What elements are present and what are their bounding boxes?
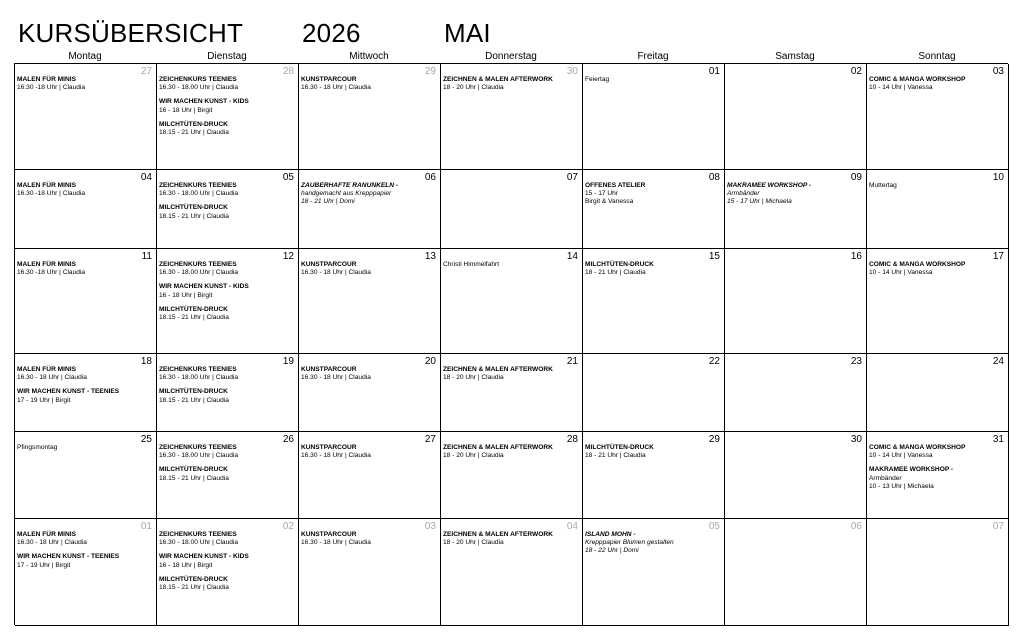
event-detail: 18 - 20 Uhr | Claudia <box>443 374 504 382</box>
day-cell[interactable] <box>867 519 1009 626</box>
calendar-event[interactable] <box>585 531 722 556</box>
event-detail: 18.15 - 21 Uhr | Claudia <box>159 212 229 220</box>
day-cell[interactable] <box>157 354 299 432</box>
event-title: COMIC & MANGA WORKSHOP <box>869 76 966 83</box>
day-number: 01 <box>140 521 152 532</box>
event-title: ZAUBERHAFTE RANUNKELN - <box>301 182 399 189</box>
month-label: MAI <box>444 18 491 48</box>
event-detail: 18 - 20 Uhr | Claudia <box>443 539 504 547</box>
event-title: MAKRAMEE WORKSHOP - <box>869 466 954 474</box>
event-title: ZEICHNEN & MALEN AFTERWORK <box>443 444 553 451</box>
day-number: 20 <box>424 356 436 367</box>
calendar-event[interactable] <box>159 98 296 114</box>
day-cell[interactable] <box>725 354 867 432</box>
event-detail: 18 - 20 Uhr | Claudia <box>443 84 504 92</box>
day-cell[interactable] <box>867 432 1009 519</box>
day-cell[interactable] <box>299 249 441 354</box>
day-cell[interactable] <box>299 64 441 170</box>
day-cell[interactable] <box>725 170 867 249</box>
event-title: KUNSTPARCOUR <box>301 76 357 83</box>
day-cell[interactable] <box>583 354 725 432</box>
event-detail: 16 - 18 Uhr | Birgit <box>159 561 213 569</box>
calendar-event[interactable] <box>301 444 438 460</box>
day-number: 07 <box>566 172 578 183</box>
weekday-label: Montag <box>68 51 102 62</box>
event-detail: 18 - 22 Uhr | Domi <box>585 547 639 555</box>
calendar-event[interactable] <box>159 366 296 382</box>
day-cell[interactable] <box>15 432 157 519</box>
day-number: 18 <box>140 356 152 367</box>
calendar-event[interactable] <box>585 261 722 277</box>
day-number: 10 <box>992 172 1004 183</box>
calendar-event[interactable] <box>443 261 580 269</box>
day-cell[interactable] <box>725 432 867 519</box>
event-detail: handgemacht aus Krepppapier <box>301 190 392 198</box>
calendar-event[interactable] <box>301 261 438 277</box>
event-detail: 18.15 - 21 Uhr | Claudia <box>159 314 229 322</box>
event-detail: Krepppapier Blumen gestalten <box>585 539 674 547</box>
day-cell[interactable] <box>299 170 441 249</box>
event-title: ZEICHENKURS TEENIES <box>159 366 237 373</box>
event-title: KUNSTPARCOUR <box>301 366 357 373</box>
event-detail: 10 - 13 Uhr | Michaela <box>869 482 934 490</box>
event-title: MILCHTÜTEN-DRUCK <box>159 466 228 474</box>
day-number: 02 <box>850 66 862 77</box>
day-cell[interactable] <box>725 64 867 170</box>
day-number: 16 <box>850 251 862 262</box>
calendar-grid <box>14 63 1008 625</box>
event-detail: 16.30 - 18.00 Uhr | Claudia <box>159 269 239 277</box>
event-detail: Armbänder <box>727 190 760 198</box>
event-title: COMIC & MANGA WORKSHOP <box>869 261 966 268</box>
day-number: 08 <box>708 172 720 183</box>
event-detail: 16.30 - 18.00 Uhr | Claudia <box>159 84 239 92</box>
event-title: MALEN FÜR MINIS <box>17 531 76 538</box>
event-detail: Feiertag <box>585 76 610 83</box>
calendar-event[interactable] <box>585 182 722 207</box>
day-cell[interactable] <box>583 249 725 354</box>
day-number: 19 <box>282 356 294 367</box>
day-cell[interactable] <box>157 64 299 170</box>
day-number: 26 <box>282 434 294 445</box>
event-detail: 16.30 - 18.00 Uhr | Claudia <box>159 190 239 198</box>
day-cell[interactable] <box>299 519 441 626</box>
calendar-event[interactable] <box>17 444 154 452</box>
day-number: 03 <box>424 521 436 532</box>
day-number: 28 <box>566 434 578 445</box>
event-detail: 18 - 21 Uhr | Claudia <box>585 452 646 460</box>
event-title: WIR MACHEN KUNST - TEENIES <box>17 553 120 561</box>
event-detail: 18.15 - 21 Uhr | Claudia <box>159 396 229 404</box>
calendar-event[interactable] <box>869 444 1006 460</box>
event-title: MILCHTÜTEN-DRUCK <box>159 575 228 583</box>
day-number: 25 <box>140 434 152 445</box>
event-title: ZEICHENKURS TEENIES <box>159 261 237 268</box>
calendar-event[interactable] <box>159 306 296 322</box>
day-cell[interactable] <box>157 249 299 354</box>
event-detail: 16 - 18 Uhr | Birgit <box>159 291 213 299</box>
day-number: 05 <box>282 172 294 183</box>
day-cell[interactable] <box>583 64 725 170</box>
day-cell[interactable] <box>583 432 725 519</box>
day-cell[interactable] <box>725 249 867 354</box>
calendar-event[interactable] <box>159 182 296 198</box>
event-detail: 16.30 -18 Uhr | Claudia <box>17 190 86 198</box>
day-number: 04 <box>566 521 578 532</box>
calendar-event[interactable] <box>301 531 438 547</box>
event-detail: 16.30 - 18 Uhr | Claudia <box>301 452 371 460</box>
event-title: MALEN FÜR MINIS <box>17 182 76 189</box>
day-number: 12 <box>282 251 294 262</box>
event-title: ZEICHENKURS TEENIES <box>159 76 237 83</box>
calendar-event[interactable] <box>17 531 154 547</box>
day-cell[interactable] <box>157 432 299 519</box>
day-cell[interactable] <box>867 354 1009 432</box>
event-detail: 17 - 19 Uhr | Birgit <box>17 396 71 404</box>
day-cell[interactable] <box>15 519 157 626</box>
event-title: ZEICHNEN & MALEN AFTERWORK <box>443 366 553 373</box>
day-number: 04 <box>140 172 152 183</box>
event-title: MILCHTÜTEN-DRUCK <box>159 204 228 212</box>
day-number: 29 <box>424 66 436 77</box>
event-title: ZEICHENKURS TEENIES <box>159 182 237 189</box>
day-number: 27 <box>140 66 152 77</box>
day-cell[interactable] <box>157 170 299 249</box>
event-title: ZEICHENKURS TEENIES <box>159 444 237 451</box>
event-detail: Muttertag <box>869 182 897 189</box>
event-title: MALEN FÜR MINIS <box>17 366 76 373</box>
calendar-header <box>18 18 1008 48</box>
event-title: MAKRAMEE WORKSHOP - <box>727 182 812 189</box>
day-cell[interactable] <box>441 432 583 519</box>
day-number: 01 <box>708 66 720 77</box>
calendar-event[interactable] <box>17 388 154 404</box>
day-cell[interactable] <box>867 249 1009 354</box>
event-title: KUNSTPARCOUR <box>301 444 357 451</box>
weekday-label: Dienstag <box>207 51 247 62</box>
event-detail: 15 - 17 Uhr <box>585 190 618 198</box>
day-number: 07 <box>992 521 1004 532</box>
day-number: 30 <box>566 66 578 77</box>
calendar-event[interactable] <box>869 182 1006 190</box>
event-detail: 17 - 19 Uhr | Birgit <box>17 561 71 569</box>
calendar-event[interactable] <box>727 182 864 207</box>
day-number: 21 <box>566 356 578 367</box>
day-cell[interactable] <box>441 64 583 170</box>
day-cell[interactable] <box>299 354 441 432</box>
event-detail: 18.15 - 21 Uhr | Claudia <box>159 584 229 592</box>
event-detail: 16.30 - 18 Uhr | Claudia <box>301 269 371 277</box>
event-detail: 16.30 - 18.00 Uhr | Claudia <box>159 452 239 460</box>
day-number: 14 <box>566 251 578 262</box>
day-number: 03 <box>992 66 1004 77</box>
day-number: 27 <box>424 434 436 445</box>
calendar-event[interactable] <box>17 553 154 569</box>
calendar-event[interactable] <box>443 366 580 382</box>
weekday-label: Samstag <box>775 51 815 62</box>
day-number: 30 <box>850 434 862 445</box>
event-detail: 18 - 21 Uhr | Claudia <box>585 269 646 277</box>
event-detail: 18.15 - 21 Uhr | Claudia <box>159 474 229 482</box>
day-cell[interactable] <box>583 170 725 249</box>
calendar-event[interactable] <box>17 366 154 382</box>
event-detail: Pfingsmontag <box>17 444 58 451</box>
event-title: MILCHTÜTEN-DRUCK <box>159 388 228 396</box>
event-title: KUNSTPARCOUR <box>301 261 357 268</box>
event-detail: 16.30 - 18 Uhr | Claudia <box>301 84 371 92</box>
event-detail: 10 - 14 Uhr | Vanessa <box>869 84 933 92</box>
event-detail: 18 - 21 Uhr | Domi <box>301 198 355 206</box>
day-number: 29 <box>708 434 720 445</box>
event-detail: 16.30 - 18.00 Uhr | Claudia <box>159 539 239 547</box>
day-cell[interactable] <box>441 170 583 249</box>
calendar-event[interactable] <box>869 466 1006 491</box>
day-number: 11 <box>141 251 152 262</box>
event-detail: 16.30 -18 Uhr | Claudia <box>17 269 86 277</box>
day-number: 13 <box>424 251 436 262</box>
event-detail: Christi Himmelfahrt <box>443 261 500 268</box>
event-detail: 18.15 - 21 Uhr | Claudia <box>159 129 229 137</box>
weekday-header-row <box>14 51 1008 63</box>
day-number: 09 <box>850 172 862 183</box>
calendar-event[interactable] <box>301 366 438 382</box>
calendar-event[interactable] <box>869 76 1006 92</box>
day-number: 17 <box>992 251 1004 262</box>
day-cell[interactable] <box>15 170 157 249</box>
weekday-label: Donnerstag <box>485 51 537 62</box>
day-cell[interactable] <box>441 249 583 354</box>
day-cell[interactable] <box>441 354 583 432</box>
day-cell[interactable] <box>15 249 157 354</box>
event-title: KUNSTPARCOUR <box>301 531 357 538</box>
event-title: WIR MACHEN KUNST - KIDS <box>159 553 249 561</box>
weekday-label: Sonntag <box>918 51 956 62</box>
day-cell[interactable] <box>583 519 725 626</box>
event-title: WIR MACHEN KUNST - KIDS <box>159 283 249 291</box>
calendar-event[interactable] <box>159 283 296 299</box>
calendar-event[interactable] <box>159 466 296 482</box>
event-detail: Armbänder <box>869 474 902 482</box>
event-detail: 18 - 20 Uhr | Claudia <box>443 452 504 460</box>
event-detail: 15 - 17 Uhr | Michaela <box>727 198 792 206</box>
day-cell[interactable] <box>441 519 583 626</box>
day-number: 15 <box>708 251 720 262</box>
day-number: 22 <box>708 356 720 367</box>
calendar-event[interactable] <box>17 261 154 277</box>
calendar-event[interactable] <box>159 553 296 569</box>
event-detail: 10 - 14 Uhr | Vanessa <box>869 452 933 460</box>
event-title: MALEN FÜR MINIS <box>17 76 76 83</box>
day-number: 31 <box>992 434 1004 445</box>
event-detail: 10 - 14 Uhr | Vanessa <box>869 269 933 277</box>
calendar-event[interactable] <box>443 444 580 460</box>
day-cell[interactable] <box>867 64 1009 170</box>
day-number: 23 <box>850 356 862 367</box>
day-number: 06 <box>850 521 862 532</box>
event-title: ZEICHENKURS TEENIES <box>159 531 237 538</box>
event-title: ZEICHNEN & MALEN AFTERWORK <box>443 531 553 538</box>
event-title: MILCHTÜTEN-DRUCK <box>159 120 228 128</box>
calendar-event[interactable] <box>159 531 296 547</box>
event-title: WIR MACHEN KUNST - KIDS <box>159 98 249 106</box>
day-cell[interactable] <box>725 519 867 626</box>
weekday-label: Freitag <box>637 51 669 62</box>
event-detail: 16.30 - 18 Uhr | Claudia <box>17 539 87 547</box>
event-detail: Birgit & Vanessa <box>585 198 634 206</box>
calendar-event[interactable] <box>301 182 438 207</box>
calendar-event[interactable] <box>159 121 296 137</box>
calendar-event[interactable] <box>443 531 580 547</box>
day-cell[interactable] <box>299 432 441 519</box>
event-title: MILCHTÜTEN-DRUCK <box>585 261 654 268</box>
event-title: ISLAND MOHN - <box>585 531 636 538</box>
year-label: 2026 <box>302 18 361 48</box>
day-number: 02 <box>282 521 294 532</box>
event-title: WIR MACHEN KUNST - TEENIES <box>17 388 120 396</box>
event-detail: 16.30 - 18 Uhr | Claudia <box>301 374 371 382</box>
weekday-label: Mittwoch <box>349 51 389 62</box>
calendar-event[interactable] <box>585 444 722 460</box>
calendar-event[interactable] <box>301 76 438 92</box>
day-number: 24 <box>992 356 1004 367</box>
calendar-event[interactable] <box>17 182 154 198</box>
event-title: OFFENES ATELIER <box>585 182 646 189</box>
event-detail: 16.30 - 18.00 Uhr | Claudia <box>159 374 239 382</box>
day-cell[interactable] <box>867 170 1009 249</box>
calendar-event[interactable] <box>159 76 296 92</box>
event-detail: 16 - 18 Uhr | Birgit <box>159 106 213 114</box>
event-title: MILCHTÜTEN-DRUCK <box>159 305 228 313</box>
calendar-event[interactable] <box>159 261 296 277</box>
event-detail: 16.30 -18 Uhr | Claudia <box>17 84 86 92</box>
event-detail: 16.30 - 18 Uhr | Claudia <box>301 539 371 547</box>
event-title: ZEICHNEN & MALEN AFTERWORK <box>443 76 553 83</box>
event-title: COMIC & MANGA WORKSHOP <box>869 444 966 451</box>
day-number: 28 <box>282 66 294 77</box>
calendar-event[interactable] <box>443 76 580 92</box>
calendar-event[interactable] <box>869 261 1006 277</box>
calendar-event[interactable] <box>17 76 154 92</box>
calendar-event[interactable] <box>159 204 296 220</box>
page-title: KURSÜBERSICHT <box>18 18 244 48</box>
calendar-event[interactable] <box>159 576 296 592</box>
day-cell[interactable] <box>15 354 157 432</box>
event-title: MALEN FÜR MINIS <box>17 261 76 268</box>
event-detail: 16.30 - 18 Uhr | Claudia <box>17 374 87 382</box>
calendar-event[interactable] <box>159 388 296 404</box>
calendar-event[interactable] <box>585 76 722 84</box>
event-title: MILCHTÜTEN-DRUCK <box>585 444 654 451</box>
day-cell[interactable] <box>15 64 157 170</box>
day-cell[interactable] <box>157 519 299 626</box>
day-number: 05 <box>708 521 720 532</box>
calendar-event[interactable] <box>159 444 296 460</box>
day-number: 06 <box>424 172 436 183</box>
